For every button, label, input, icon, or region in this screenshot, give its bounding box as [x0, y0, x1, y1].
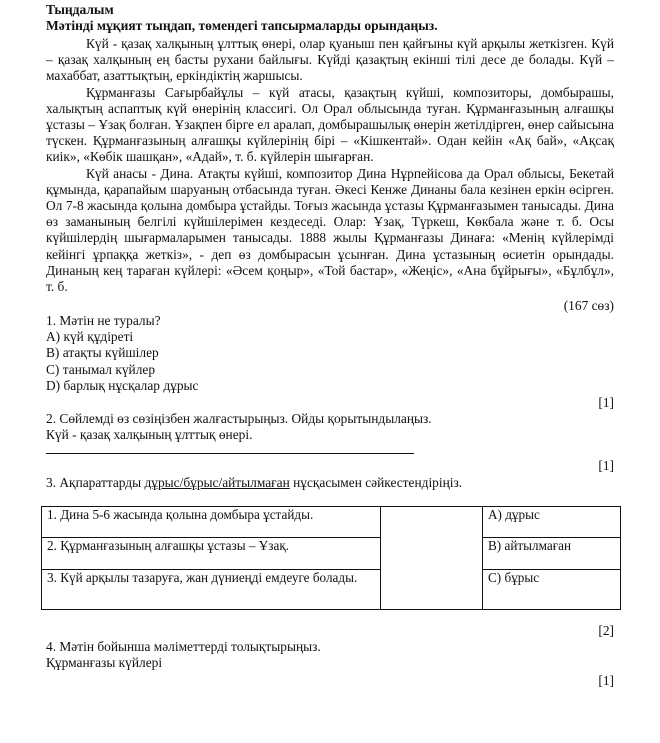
- text-paragraph: Күй анасы - Дина. Атақты күйші, композитор Дина Нұрпейісова да Орал облысы, Бекетай құмында, қарапайым шаруаның отбасында туған. Әкесі Кенже Динаны бала кезінен еркін өсірген. Ол 7-8 жасында қолына домбыра ұстайды. Тоғыз жасында ұстазы Құрманғазымен танысады. Дина өз заманының белгілі күйшілерімен кездеседі. Олар: Ұзақ, Түркеш, Көкбала және т. б. Осы күйшілердің шығармаларымен танысады. 1888 жылы Құрманғазы Динаға: «Менің күйлерімді кейінгі ұрпаққа жеткіз», - деп өз домбырасын ұсынған. Дина ұстазының өсиетін орындады. Динаның кең тараған күйлері: «Әсем қоңыр», «Той бастар», «Жеңіс», «Ана бұйрығы», «Бұлбұл», т. б.: [46, 165, 614, 295]
- question-3-prompt-underlined: дұрыс/бұрыс/айтылмаған: [144, 475, 290, 490]
- question-3-prompt-suffix: нұсқасымен сәйкестендіріңіз.: [289, 475, 463, 490]
- question-3-mark: [2]: [598, 623, 614, 638]
- question-4: [46, 639, 321, 671]
- matching-table: [41, 506, 621, 610]
- text-paragraph: Күй - қазақ халқының ұлттық өнері, олар қуаныш пен қайғыны күй арқылы жеткізген. Күй – қазақ халқының ең басты рухани байлығы. Күйді қазақтың екінші тілі десе де болады. Күй – махаббат, азаттықтың, еркіндіктің жаршысы.: [46, 36, 614, 84]
- answer-b[interactable]: B) айтылмаған: [483, 538, 621, 570]
- question-1-mark: [1]: [598, 395, 614, 410]
- text-paragraph: Құрманғазы Сағырбайұлы – күй атасы, қазақтың күйші, композиторы, домбырашы, халықтың аспаптық күй өнерінің классигі. Ол Орал облысында туған. Құрманғазының алғашқы ұстазы – Ұзақ болған. Ұзақпен бірге ел аралап, домбырашылық өнерін жетілдірген, өнер сайысына түскен. Құрманғазының алғашқы күйлерінің бірі – «Кішкентай». Одан кейін «Ақ бай», «Ақсақ киік», «Көбік шашқан», «Адай», т. б. күйлерін шығарған.: [46, 84, 614, 165]
- matching-row: [42, 507, 621, 538]
- task-instruction: Мәтінді мұқият тыңдап, төмендегі тапсырмаларды орындаңыз.: [46, 18, 438, 33]
- section-title: Тыңдалым: [46, 2, 114, 17]
- statement-2[interactable]: 2. Құрманғазының алғашқы ұстазы – Ұзақ.: [42, 538, 381, 570]
- question-2-sentence: Күй - қазақ халқының ұлттық өнері.: [46, 427, 253, 443]
- answer-c[interactable]: C) бұрыс: [483, 570, 621, 610]
- answer-option-a[interactable]: A) күй құдіреті: [46, 329, 134, 345]
- matching-gap[interactable]: [381, 570, 483, 610]
- question-1: [46, 313, 198, 394]
- question-1-prompt: 1. Мәтін не туралы?: [46, 313, 161, 328]
- answer-a[interactable]: A) дұрыс: [483, 507, 621, 538]
- question-2-mark: [1]: [598, 458, 614, 473]
- answer-option-d[interactable]: D) барлық нұсқалар дұрыс: [46, 377, 199, 393]
- listening-text: [46, 36, 614, 295]
- question-2: [46, 411, 432, 443]
- word-count: (167 сөз): [563, 298, 614, 313]
- question-4-mark: [1]: [598, 673, 614, 688]
- matching-gap[interactable]: [381, 507, 483, 538]
- matching-gap[interactable]: [381, 538, 483, 570]
- statement-3[interactable]: 3. Күй арқылы тазаруға, жан дүниеңді емдеуге болады.: [42, 570, 381, 610]
- matching-row: [42, 570, 621, 610]
- question-4-line: Құрманғазы күйлері: [46, 655, 163, 671]
- answer-option-c[interactable]: C) танымал күйлер: [46, 361, 156, 377]
- question-3-prompt-prefix: 3. Ақпараттарды: [46, 475, 145, 490]
- question-2-prompt: 2. Сөйлемді өз сөзіңізбен жалғастырыңыз. Ойды қорытындылаңыз.: [46, 411, 432, 426]
- question-4-prompt: 4. Мәтін бойынша мәліметтерді толықтырыңыз.: [46, 639, 321, 654]
- question-3-prompt: [46, 475, 462, 491]
- answer-option-b[interactable]: B) атақты күйшілер: [46, 345, 159, 361]
- statement-1[interactable]: 1. Дина 5-6 жасында қолына домбыра ұстайды.: [42, 507, 381, 538]
- matching-row: [42, 538, 621, 570]
- answer-line[interactable]: [46, 453, 414, 454]
